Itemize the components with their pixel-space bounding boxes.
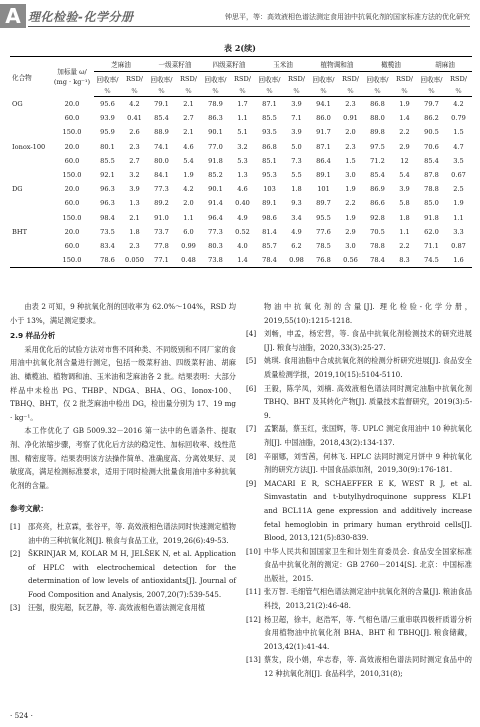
reference-item: [10, 520, 236, 547]
reference-text: 中华人民共和国国家卫生和计划生育委员会. 食品安全国家标准 食品中抗氧化剂的测定：GB 2760－2014[S]. 北京：中国标准出版社，2015.: [264, 546, 472, 583]
cell-value: 80.3: [208, 241, 223, 250]
cell-value: 87.1: [316, 142, 331, 151]
reference-text: 张万智. 毛细管气相色谱法测定油中抗氧化剂的含量[J]. 粮油食品科技，2013,21(2):46-48.: [264, 587, 472, 611]
cell-value: 2.0: [183, 199, 194, 208]
col-unit: %: [445, 86, 472, 97]
cell-value: 71.2: [370, 156, 385, 165]
cell-value: 85.2: [208, 171, 223, 180]
reference-number: [11]: [246, 587, 261, 597]
cell-value: 2.0: [345, 128, 356, 137]
reference-item: [246, 450, 472, 477]
cell-value: 2.1: [129, 213, 140, 222]
cell-value: 0.40: [235, 199, 250, 208]
reference-text: 汪强，殷宪超，阮艺静，等. 高效液相色谱法测定食用植: [28, 603, 206, 613]
cell-value: 1.9: [453, 199, 464, 208]
cell-value: 89.7: [316, 199, 331, 208]
cell-value: 90.5: [424, 128, 439, 137]
reference-text: 刘畅，申孟，杨宏营，等. 食品中抗氧化剂检测技术的研究进展[J]. 粮食与油脂，2020,33(3):25-27.: [264, 329, 472, 352]
references-heading: 参考文献：: [10, 504, 48, 514]
journal-logo: A: [0, 4, 26, 28]
cell-value: 87.8: [424, 171, 439, 180]
cell-value: 86.0: [316, 114, 331, 123]
cell-level: 60.0: [64, 114, 80, 123]
cell-value: 5.5: [291, 171, 302, 180]
left-column: [10, 300, 236, 615]
cell-value: 78.8: [424, 185, 439, 194]
cell-value: 74.5: [418, 253, 445, 268]
cell-value: 1.5: [453, 128, 464, 137]
cell-value: 93.9: [100, 114, 115, 123]
col-recovery: 回收率/: [258, 76, 281, 84]
cell-value: 1.5: [345, 156, 356, 165]
reference-number: [3]: [10, 603, 21, 613]
col-recovery: 回收率/: [312, 76, 335, 84]
reference-number: [9]: [246, 478, 257, 488]
cell-value: 3.2: [129, 171, 140, 180]
cell-value: 85.4: [370, 171, 385, 180]
cell-value: 3.3: [453, 227, 464, 236]
reference-item: [246, 327, 472, 354]
cell-value: 89.2: [154, 199, 169, 208]
reference-item: [246, 422, 472, 449]
cell-value: 90.1: [208, 185, 223, 194]
col-oil: 胡麻油: [418, 57, 472, 72]
cell-value: 3.0: [345, 241, 356, 250]
cell-value: 2.5: [453, 185, 464, 194]
conclusion-paragraph: 本工作优化了 GB 5009.32－2016 第一法中的色谱条件、提取剂、净化浓缩步骤，考察了优化后方法的稳定性、加标回收率、线性范围、精密度等。结果表明该方法操作简单、准确度高、分离效果好、灵敏度高，满足检测标准要求，适用于同时检测大批量食用油中多种抗氧化剂的含量。: [10, 426, 236, 490]
reference-text: 辛丽娜，刘雪茜，何林飞. HPLC 法同时测定月饼中 9 种抗氧化剂的研究方法[J]. 中国食品添加剂，2019,30(9):176-181.: [264, 451, 472, 475]
cell-value: 4.7: [453, 142, 464, 151]
cell-value: 77.0: [208, 142, 223, 151]
col-unit: %: [337, 86, 364, 97]
cell-value: 96.4: [208, 213, 223, 222]
cell-value: 2.2: [399, 128, 410, 137]
col-unit: %: [121, 86, 148, 97]
table-row: [10, 196, 472, 210]
cell-value: 4.2: [183, 185, 194, 194]
cell-value: 89.1: [316, 171, 331, 180]
col-rsd: RSD/: [396, 75, 413, 83]
cell-value: 89.8: [370, 128, 385, 137]
cell-value: 79.7: [424, 100, 439, 109]
cell-value: 78.6: [94, 253, 121, 268]
cell-value: 91.8: [208, 156, 223, 165]
col-unit: %: [283, 86, 310, 97]
col-rsd: RSD/: [234, 75, 251, 83]
cell-value: 2.1: [183, 100, 194, 109]
cell-value: 0.87: [451, 241, 466, 250]
cell-value: 91.4: [208, 199, 223, 208]
reference-number: [4]: [246, 329, 257, 339]
results-intro: 由表 2 可知，9 种抗氧化剂的回收率为 62.0%～104%，RSD 均小于 13%，满足测定要求。: [10, 302, 236, 325]
cell-value: 1.3: [237, 171, 248, 180]
reference-number: [5]: [246, 356, 257, 366]
cell-value: 73.7: [154, 227, 169, 236]
cell-value: 77.8: [154, 241, 169, 250]
cell-value: 1.1: [399, 227, 410, 236]
reference-text: 杨卫超，徐丰，赵浩军，等. 气相色谱/三重串联四极杆质谱分析食用植物油中抗氧化剂 BHA、BHT 和 TBHQ[J]. 粮食储藏，2013,42(1):41-44.: [264, 614, 472, 651]
reference-item: [246, 613, 472, 654]
cell-value: 0.67: [451, 171, 466, 180]
table-row: [10, 253, 472, 268]
reference-number: [10]: [246, 546, 261, 556]
col-oil: 一级菜籽油: [148, 57, 202, 72]
cell-value: 8.3: [391, 253, 418, 268]
cell-value: 78.8: [370, 241, 385, 250]
cell-value: 2.7: [183, 114, 194, 123]
cell-value: 79.1: [154, 100, 169, 109]
cell-value: 88.9: [154, 128, 169, 137]
cell-value: 89.1: [262, 199, 277, 208]
cell-value: 92.8: [370, 213, 385, 222]
cell-compound: [10, 125, 50, 139]
cell-compound: [10, 211, 50, 225]
col-rsd: RSD/: [342, 75, 359, 83]
cell-value: 78.4: [364, 253, 391, 268]
cell-level: 20.0: [64, 142, 80, 151]
cell-value: 5.8: [399, 199, 410, 208]
reference-item: [10, 547, 236, 601]
cell-value: 1.1: [237, 114, 248, 123]
col-rsd: RSD/: [450, 75, 467, 83]
journal-name: 理化检验-化学分册: [28, 10, 134, 24]
cell-value: 1.8: [399, 213, 410, 222]
cell-value: 4.9: [237, 213, 248, 222]
cell-value: 5.4: [183, 156, 194, 165]
cell-compound: Ionox-100: [12, 142, 46, 151]
cell-value: 78.5: [316, 241, 331, 250]
reference-continuation: 物油中抗氧化剂的含量[J]. 理化检验-化学分册，2019,55(10):1215-1218.: [264, 302, 472, 325]
col-unit: %: [94, 86, 121, 97]
cell-value: 95.5: [316, 213, 331, 222]
cell-value: 0.48: [175, 253, 202, 268]
cell-level: 20.0: [64, 185, 80, 194]
cell-value: 4.6: [183, 142, 194, 151]
reference-number: [12]: [246, 614, 261, 624]
cell-value: 90.1: [208, 128, 223, 137]
cell-value: 78.9: [208, 100, 223, 109]
cell-value: 1.1: [453, 213, 464, 222]
cell-level: 60.0: [64, 241, 80, 250]
cell-value: 62.0: [424, 227, 439, 236]
cell-level: 150.0: [62, 171, 82, 180]
table-row: [10, 211, 472, 225]
cell-value: 85.0: [424, 199, 439, 208]
cell-value: 85.7: [262, 241, 277, 250]
reference-item: [10, 601, 236, 615]
cell-value: 0.98: [283, 253, 310, 268]
cell-value: 1.7: [237, 100, 248, 109]
col-recovery: 回收率/: [366, 76, 389, 84]
cell-value: 3.5: [453, 156, 464, 165]
cell-value: 71.1: [424, 241, 439, 250]
reference-text: 孟繁磊，蔡玉红，张国辉，等. UPLC 测定食用油中 10 种抗氧化剂[J]. 中国油脂，2018,43(2):134-137.: [264, 424, 472, 447]
cell-value: 95.9: [100, 128, 115, 137]
cell-value: 2.9: [345, 227, 356, 236]
cell-value: 0.91: [343, 114, 358, 123]
cell-value: 96.3: [100, 185, 115, 194]
table-row: [10, 97, 472, 112]
cell-value: 70.6: [424, 142, 439, 151]
cell-value: 91.7: [316, 128, 331, 137]
cell-value: 3.4: [291, 213, 302, 222]
cell-level: 150.0: [62, 213, 82, 222]
cell-value: 86.8: [262, 142, 277, 151]
cell-value: 4.2: [453, 100, 464, 109]
page-header: [0, 0, 480, 34]
cell-value: 2.3: [345, 100, 356, 109]
cell-value: 97.5: [370, 142, 385, 151]
cell-compound: DG: [12, 185, 23, 194]
right-column: [246, 300, 472, 681]
cell-value: 78.4: [256, 253, 283, 268]
reference-item: [246, 354, 472, 381]
col-recovery: 回收率/: [150, 76, 173, 84]
cell-value: 1.4: [399, 114, 410, 123]
table-row: [10, 140, 472, 154]
col-rsd: RSD/: [180, 75, 197, 83]
cell-value: 7.1: [291, 114, 302, 123]
recovery-table: [10, 56, 472, 268]
cell-value: 77.6: [316, 227, 331, 236]
table-row: [10, 225, 472, 239]
cell-value: 73.8: [202, 253, 229, 268]
cell-compound: [10, 154, 50, 168]
header-rule: [28, 26, 470, 27]
cell-value: 5.0: [291, 142, 302, 151]
reference-text: 姚琪. 食用油脂中合成抗氧化剂的检测分析研究进展[J]. 食品安全质量检测学报，2019,10(15):5104-5110.: [264, 356, 472, 379]
cell-value: 5.1: [237, 128, 248, 137]
running-title: 钟思平，等：高效液相色谱法测定食用油中抗氧化剂的国家标准方法的优化研究: [225, 13, 470, 21]
cell-value: 3.9: [291, 100, 302, 109]
col-oil: 玉米油: [256, 57, 310, 72]
table-row: [10, 111, 472, 125]
cell-value: 1.9: [399, 100, 410, 109]
cell-compound: OG: [12, 99, 23, 108]
cell-level: 60.0: [64, 199, 80, 208]
cell-value: 98.6: [262, 213, 277, 222]
cell-value: 85.5: [262, 114, 277, 123]
cell-value: 1.6: [445, 253, 472, 268]
cell-value: 2.7: [129, 156, 140, 165]
cell-value: 0.56: [337, 253, 364, 268]
cell-value: 73.5: [100, 227, 115, 236]
cell-value: 3.0: [345, 171, 356, 180]
cell-value: 86.2: [424, 114, 439, 123]
cell-value: 1.9: [345, 185, 356, 194]
col-unit: %: [256, 86, 283, 97]
cell-value: 93.5: [262, 128, 277, 137]
col-recovery: 回收率/: [204, 76, 227, 84]
cell-value: 80.1: [100, 142, 115, 151]
cell-level: 150.0: [50, 253, 94, 268]
cell-value: 1.9: [345, 213, 356, 222]
col-unit: %: [364, 86, 391, 97]
cell-compound: [10, 253, 50, 268]
cell-value: 85.4: [154, 114, 169, 123]
cell-value: 5.4: [399, 171, 410, 180]
cell-value: 1.4: [229, 253, 256, 268]
reference-item: [246, 477, 472, 545]
table-row: [10, 125, 472, 139]
cell-value: 3.2: [237, 142, 248, 151]
cell-value: 0.79: [451, 114, 466, 123]
cell-value: 87.1: [262, 100, 277, 109]
cell-value: 3.9: [399, 185, 410, 194]
reference-text: MACARI E R, SCHAEFFER E K, WEST R J, et al. Simvastatin and t-butylhydroquinone suppress KLF1 and BCL11A gene expression and additively increase fetal hemoglobin in primary human erythroid cells[J]. Blood, 2013,121(5):830-839.: [264, 478, 472, 543]
cell-value: 5.3: [237, 156, 248, 165]
cell-compound: [10, 196, 50, 210]
reference-item: [246, 585, 472, 612]
cell-value: 85.5: [100, 156, 115, 165]
cell-level: 20.0: [64, 227, 80, 236]
cell-value: 91.0: [154, 213, 169, 222]
reference-number: [7]: [246, 424, 257, 434]
cell-value: 103: [263, 185, 276, 194]
table-caption: 表 2(续): [224, 43, 256, 53]
cell-value: 85.4: [424, 156, 439, 165]
col-unit: %: [310, 86, 337, 97]
cell-value: 85.1: [262, 156, 277, 165]
cell-value: 2.6: [129, 128, 140, 137]
col-recovery: 回收率/: [420, 76, 443, 84]
col-rsd: RSD/: [288, 75, 305, 83]
col-oil: 橄榄油: [364, 57, 418, 72]
cell-compound: [10, 168, 50, 182]
cell-value: 80.0: [154, 156, 169, 165]
cell-value: 92.1: [100, 171, 115, 180]
cell-value: 1.1: [183, 213, 194, 222]
cell-value: 77.3: [154, 185, 169, 194]
cell-value: 2.2: [399, 241, 410, 250]
cell-value: 1.8: [129, 227, 140, 236]
cell-value: 86.4: [316, 156, 331, 165]
col-unit: %: [229, 86, 256, 97]
cell-value: 81.4: [262, 227, 277, 236]
cell-value: 1.9: [183, 171, 194, 180]
reference-item: [246, 653, 472, 680]
cell-value: 12: [400, 156, 409, 165]
table-row: [10, 168, 472, 182]
cell-value: 88.0: [370, 114, 385, 123]
cell-value: 76.8: [310, 253, 337, 268]
cell-value: 0.050: [121, 253, 148, 268]
cell-value: 2.1: [183, 128, 194, 137]
cell-value: 86.9: [370, 185, 385, 194]
cell-value: 101: [317, 185, 330, 194]
cell-value: 6.0: [183, 227, 194, 236]
cell-value: 0.52: [235, 227, 250, 236]
reference-number: [2]: [10, 549, 21, 559]
cell-value: 4.6: [237, 185, 248, 194]
cell-level: 60.0: [64, 156, 80, 165]
cell-compound: [10, 239, 50, 253]
cell-value: 3.9: [129, 185, 140, 194]
cell-value: 4.0: [237, 241, 248, 250]
cell-level: 20.0: [64, 99, 80, 108]
reference-number: [8]: [246, 451, 257, 461]
cell-value: 7.3: [291, 156, 302, 165]
cell-value: 86.3: [208, 114, 223, 123]
cell-value: 84.1: [154, 171, 169, 180]
col-oil: 芝麻油: [94, 57, 148, 72]
col-compound: 化合物: [10, 57, 50, 97]
cell-value: 98.4: [100, 213, 115, 222]
cell-value: 70.5: [370, 227, 385, 236]
cell-level: 150.0: [62, 128, 82, 137]
col-unit: %: [202, 86, 229, 97]
reference-item: [246, 545, 472, 586]
table-row: [10, 154, 472, 168]
col-unit: %: [175, 86, 202, 97]
table-row: [10, 182, 472, 196]
col-recovery: 回收率/: [96, 76, 119, 84]
cell-value: 95.6: [100, 100, 115, 109]
cell-value: 0.99: [181, 241, 196, 250]
cell-value: 77.3: [208, 227, 223, 236]
table-row: [10, 239, 472, 253]
cell-value: 77.1: [148, 253, 175, 268]
cell-value: 4.9: [291, 227, 302, 236]
cell-value: 1.3: [129, 199, 140, 208]
cell-compound: BHT: [12, 227, 27, 236]
col-oil: 四级菜籽油: [202, 57, 256, 72]
reference-text: ŠKRINJAR M, KOLAR M H, JELŠEK N, et al. Application of HPLC with electrochemical detection for the determination of low levels of antioxidants[J]. Journal of Food Composition and Analysis, 2007,20(7):539-545.: [28, 549, 236, 599]
col-unit: %: [418, 86, 445, 97]
cell-value: 1.8: [291, 185, 302, 194]
section-heading: 2.9 样品分析: [10, 331, 56, 341]
cell-value: 83.4: [100, 241, 115, 250]
cell-value: 86.6: [370, 199, 385, 208]
cell-value: 94.1: [316, 100, 331, 109]
sample-analysis-paragraph: 采用优化后的试验方法对市售不同种类、不同级别和不同厂家的食用油中抗氧化剂含量进行测定，包括一级菜籽油、四级菜籽油、胡麻油、橄榄油、植物调和油、玉米油和芝麻油各 2 批。结果表明：大部分样品中未检出 PG、THBP、NDGA、BHA、OG、Ionox-100、TBHQ、BHT，仅 2 批芝麻油中检出 DG，检出量分别为 17、19 mg · kg⁻¹。: [10, 344, 236, 422]
reference-item: [246, 382, 472, 423]
cell-value: 0.41: [127, 114, 142, 123]
col-unit: %: [391, 86, 418, 97]
reference-text: 王毅，陈学凤，刘楠. 高效液相色谱法同时测定油脂中抗氧化剂 TBHQ、BHT 及其转化产物[J]. 质量技术监督研究，2019(3):5-9.: [264, 383, 472, 420]
cell-value: 91.8: [424, 213, 439, 222]
page-number: · 524 ·: [10, 711, 33, 720]
cell-value: 3.9: [291, 128, 302, 137]
cell-value: 9.3: [291, 199, 302, 208]
cell-value: 95.3: [262, 171, 277, 180]
reference-number: [1]: [10, 521, 21, 531]
cell-value: 2.3: [129, 241, 140, 250]
col-rsd: RSD/: [126, 75, 143, 83]
cell-value: 2.3: [345, 142, 356, 151]
cell-compound: [10, 111, 50, 125]
cell-value: 6.2: [291, 241, 302, 250]
col-oil: 植物调和油: [310, 57, 364, 72]
cell-value: 86.8: [370, 100, 385, 109]
reference-text: 邵亮亮，杜京霖，张谷平，等. 高效液相色谱法同时快速测定植物油中的三种抗氧化剂[J]. 粮食与食品工业，2019,26(6):49-53.: [28, 521, 236, 545]
reference-number: [13]: [246, 655, 261, 665]
cell-value: 74.1: [154, 142, 169, 151]
cell-value: 2.3: [129, 142, 140, 151]
reference-text: 蔡发，段小娟，牟志春，等. 高效液相色谱法同时测定食品中的 12 种抗氧化剂[J]. 食品科学，2010,31(8);: [264, 655, 472, 679]
reference-number: [6]: [246, 383, 257, 393]
cell-value: 96.3: [100, 199, 115, 208]
col-level: 加标量 ω/ (mg · kg⁻¹): [50, 57, 94, 97]
col-unit: %: [148, 86, 175, 97]
cell-value: 2.9: [399, 142, 410, 151]
cell-value: 4.2: [129, 100, 140, 109]
cell-value: 2.2: [345, 199, 356, 208]
